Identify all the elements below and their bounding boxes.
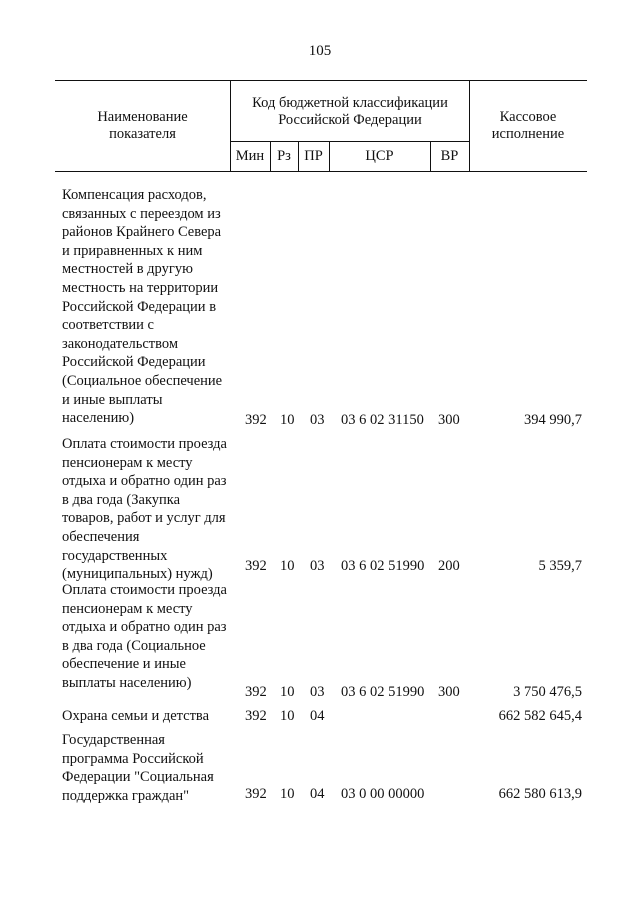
- header-pr: ПР: [304, 148, 323, 164]
- row-min: 392: [245, 412, 267, 429]
- header-divider: [230, 141, 470, 142]
- row-min: 392: [245, 684, 267, 701]
- row-vr: 300: [438, 684, 460, 701]
- row-csr: 03 6 02 51990: [341, 558, 425, 575]
- header-rz: Рз: [277, 148, 291, 164]
- row-csr: 03 6 02 51990: [341, 684, 425, 701]
- row-pr: 03: [310, 412, 325, 429]
- row-vr: 300: [438, 412, 460, 429]
- header-name: Наименование показателя: [97, 109, 188, 142]
- row-rz: 10: [280, 412, 295, 429]
- row-sum: 5 359,7: [538, 558, 582, 575]
- row-sum: 662 580 613,9: [498, 786, 582, 803]
- row-rz: 10: [280, 558, 295, 575]
- table-row: [0, 435, 640, 583]
- row-sum: 3 750 476,5: [513, 684, 582, 701]
- row-name: Оплата стоимости проезда пенсионерам к месту отдыха и обратно один раз в два года (Закупка товаров, работ и услуг для обеспечения государственных (муниципальных) нужд): [62, 436, 227, 583]
- row-pr: 04: [310, 708, 325, 725]
- table-row: [0, 731, 640, 804]
- row-name: Охрана семьи и детства: [62, 708, 210, 724]
- header-code-group: Код бюджетной классификации Российской Федерации: [252, 95, 448, 128]
- row-csr: 03 0 00 00000: [341, 786, 425, 803]
- row-csr: 03 6 02 31150: [341, 412, 424, 429]
- row-pr: 03: [310, 684, 325, 701]
- row-vr: 200: [438, 558, 460, 575]
- table-row: [0, 707, 640, 726]
- row-rz: 10: [280, 786, 295, 803]
- table-row: [0, 186, 640, 430]
- row-min: 392: [245, 708, 267, 725]
- row-sum: 662 582 645,4: [498, 708, 582, 725]
- row-min: 392: [245, 786, 267, 803]
- row-name: Компенсация расходов, связанных с переездом из районов Крайнего Севера и приравненных к ним местностей в другую местность на территории Российской Федерации в соответствии с законодательством Российской Федерации (Социальное обеспечение и иные выплаты населению): [62, 187, 223, 427]
- header-min: Мин: [235, 148, 265, 164]
- header-sum: Кассовое исполнение: [491, 109, 565, 142]
- page-number: 105: [308, 43, 332, 59]
- row-pr: 04: [310, 786, 325, 803]
- row-sum: 394 990,7: [524, 412, 582, 429]
- header-vr: ВР: [440, 148, 459, 164]
- table-row: [0, 581, 640, 702]
- row-name: Оплата стоимости проезда пенсионерам к месту отдыха и обратно один раз в два года (Социальное обеспечение и иные выплаты населению): [62, 582, 227, 691]
- row-rz: 10: [280, 684, 295, 701]
- table-header: [55, 80, 587, 172]
- row-name: Государственная программа Российской Федерации "Социальная поддержка граждан": [62, 732, 214, 804]
- header-csr: ЦСР: [365, 148, 394, 164]
- row-rz: 10: [280, 708, 295, 725]
- row-pr: 03: [310, 558, 325, 575]
- row-min: 392: [245, 558, 267, 575]
